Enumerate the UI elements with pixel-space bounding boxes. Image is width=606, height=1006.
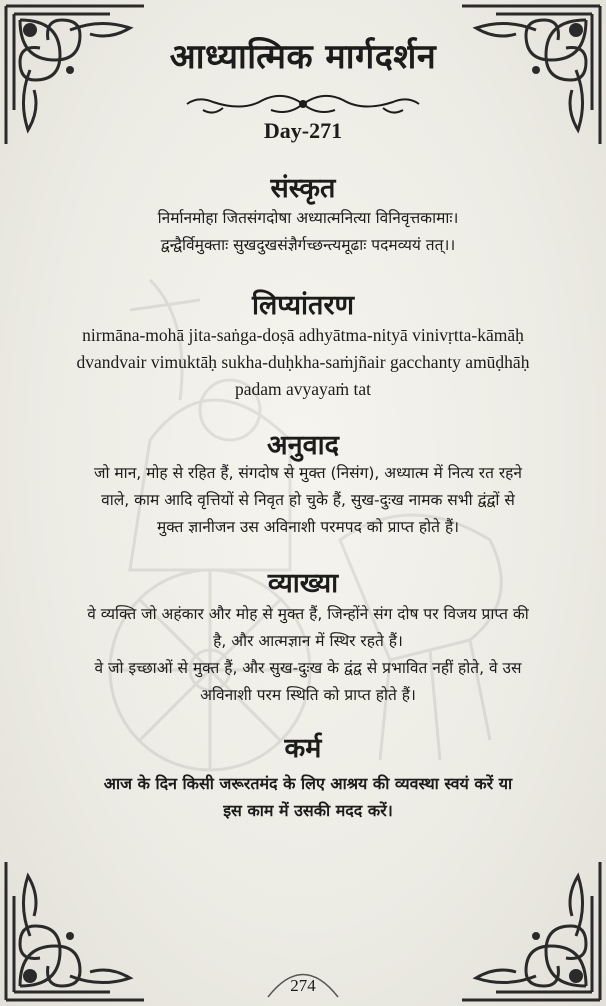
page-number: 274 — [290, 976, 316, 995]
day-label: Day-271 — [263, 118, 343, 143]
transliteration-heading: लिप्यांतरण — [251, 290, 355, 321]
page-title: आध्यात्मिक मार्गदर्शन — [169, 37, 437, 77]
title-flourish-ornament — [183, 86, 423, 122]
explanation-text — [14, 601, 602, 709]
translation-line-1: जो मान, मोह से रहित हैं, संगदोष से मुक्त (निसंग), अध्यात्म में नित्य रत रहने — [93, 464, 523, 482]
transliteration-line-3: padam avyayaṁ tat — [234, 379, 372, 399]
explanation-line-2: है, और आत्मज्ञान में स्थिर रहते हैं। — [213, 632, 403, 650]
explanation-line-1: वे व्यक्ति जो अहंकार और मोह से मुक्त हैं, जिन्होंने संग दोष पर विजय प्राप्त की — [87, 605, 529, 623]
transliteration-line-1: nirmāna-mohā jita-saṅga-doṣā adhyātma-nityā vinivṛtta-kāmāḥ — [82, 325, 524, 345]
translation-text — [14, 460, 602, 541]
translation-heading: अनुवाद — [267, 430, 339, 461]
karma-text — [14, 770, 602, 824]
explanation-line-3: वे जो इच्छाओं से मुक्त हैं, और सुख-दुःख के द्वंद्व से प्रभावित नहीं होते, वे उस — [94, 659, 522, 677]
karma-line-1: आज के दिन किसी जरूरतमंद के लिए आश्रय की व्यवस्था स्वयं करें या — [103, 774, 513, 793]
translation-line-2: वाले, काम आदि वृत्तियों से निवृत हो चुके हैं, सुख-दुःख नामक सभी द्वंद्वों से — [101, 491, 515, 509]
sanskrit-verse — [14, 205, 602, 259]
transliteration-text — [0, 322, 606, 403]
sanskrit-line-2: द्वन्द्वैर्विमुक्ताः सुखदुखसंज्ञैर्गच्छन्त्यमूढाः पदमव्ययं तत्।। — [160, 236, 456, 254]
explanation-heading: व्याख्या — [267, 568, 339, 599]
sanskrit-heading: संस्कृत — [270, 173, 336, 204]
karma-heading: कर्म — [284, 733, 322, 764]
translation-line-3: मुक्त ज्ञानीजन उस अविनाशी परमपद को प्राप्त होते हैं। — [156, 518, 460, 536]
karma-line-2: इस काम में उसकी मदद करें। — [223, 801, 393, 820]
explanation-line-4: अविनाशी परम स्थिति को प्राप्त होते हैं। — [200, 686, 416, 704]
transliteration-line-2: dvandvair vimuktāḥ sukha-duḥkha-saṁjñair gacchanty amūḍhāḥ — [76, 352, 530, 372]
sanskrit-line-1: निर्मानमोहा जितसंगदोषा अध्यात्मनित्या विनिवृत्तकामाः। — [157, 209, 459, 227]
